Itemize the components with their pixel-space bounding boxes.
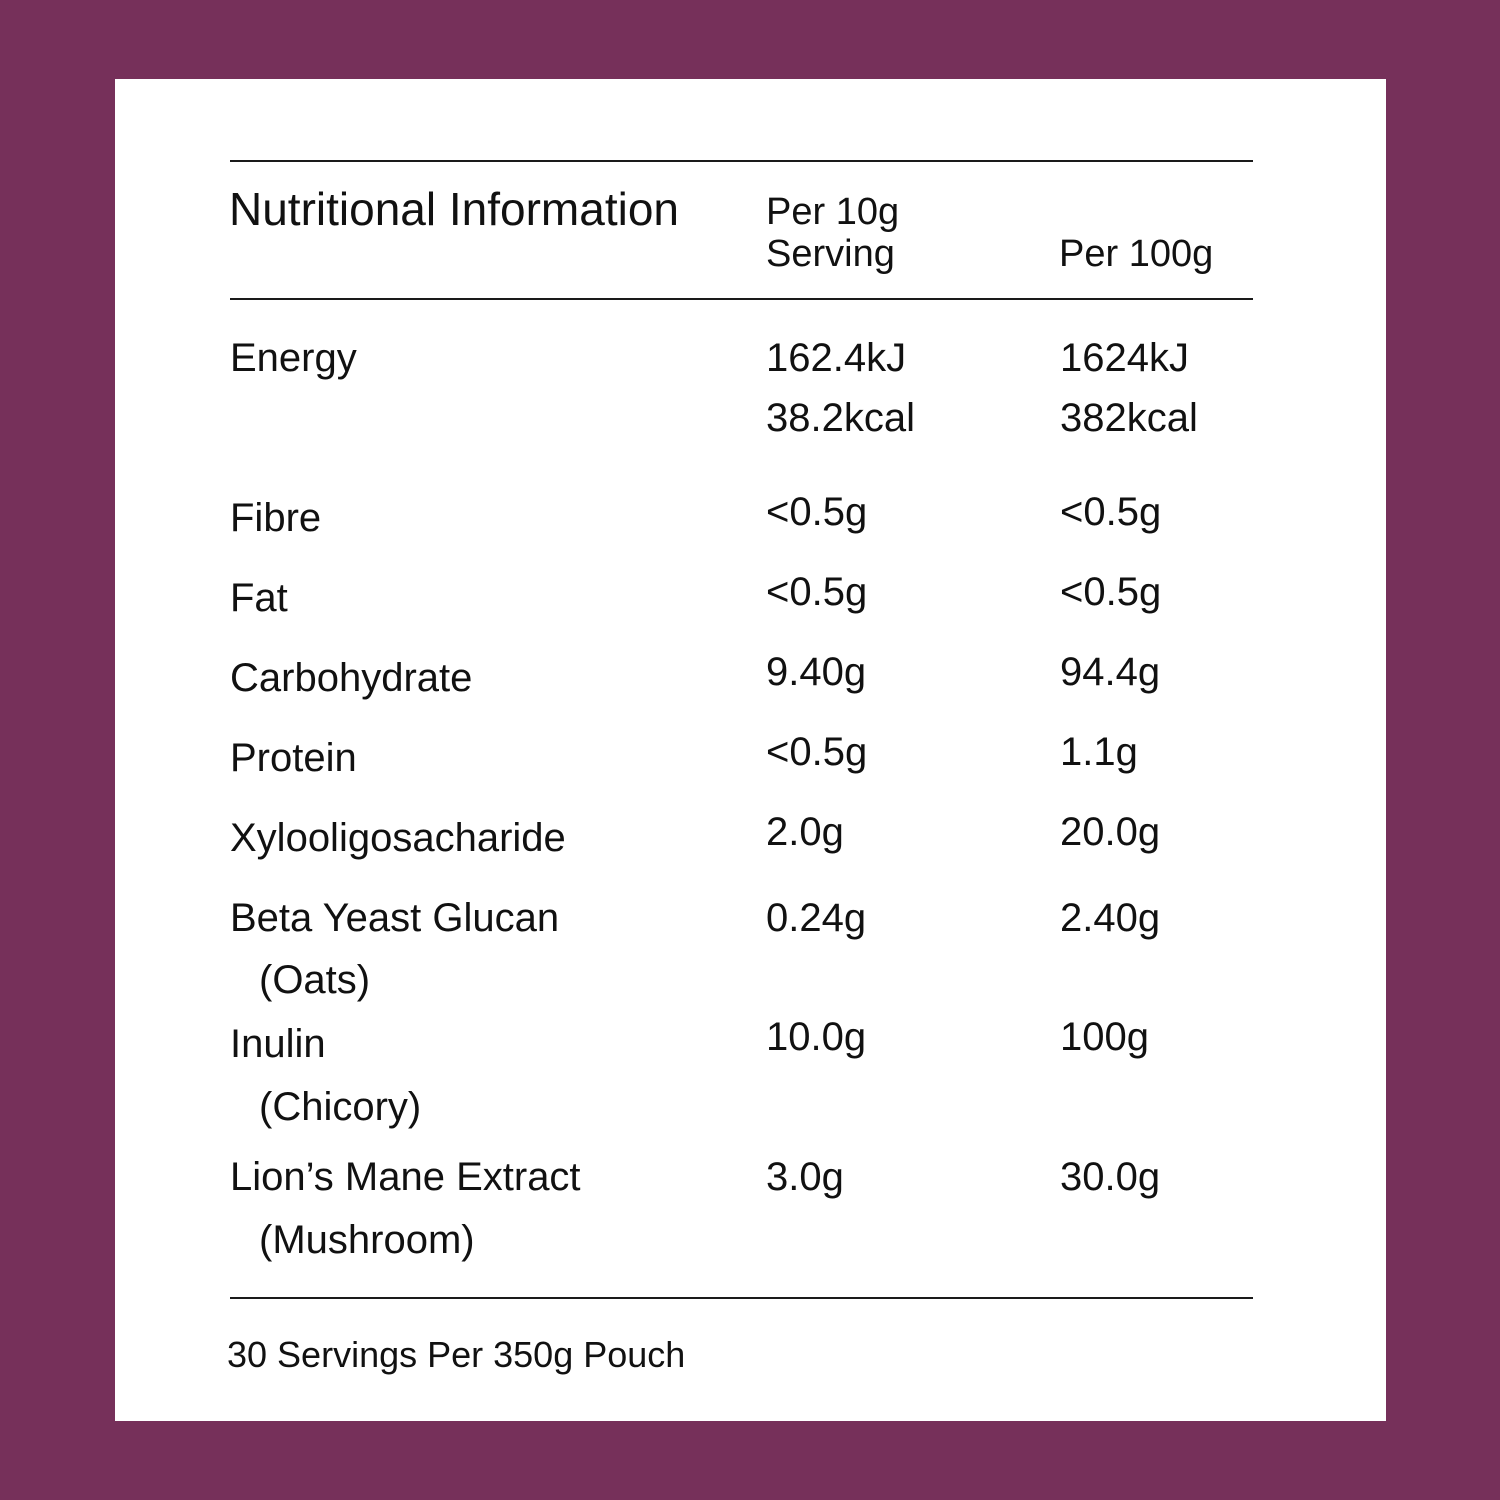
row-label-protein: Protein <box>230 736 357 780</box>
energy-100g-kj: 1624kJ <box>1060 336 1189 380</box>
bottom-rule <box>230 1297 1253 1299</box>
inulin-serving: 10.0g <box>766 1015 867 1059</box>
row-label-beta-yeast-glucan: Beta Yeast Glucan <box>230 896 560 940</box>
energy-serving-kcal: 38.2kcal <box>766 396 915 440</box>
fat-serving: <0.5g <box>766 570 868 614</box>
header-rule <box>230 298 1253 300</box>
beta-yeast-glucan-100g: 2.40g <box>1060 896 1161 940</box>
row-label-energy: Energy <box>230 336 357 380</box>
fibre-serving: <0.5g <box>766 490 868 534</box>
row-sublabel-mushroom: (Mushroom) <box>259 1218 475 1262</box>
carbohydrate-serving: 9.40g <box>766 650 867 694</box>
column-header-per-serving: Per 10g Serving <box>766 191 900 275</box>
protein-serving: <0.5g <box>766 730 868 774</box>
row-label-carbohydrate: Carbohydrate <box>230 656 473 700</box>
fibre-100g: <0.5g <box>1060 490 1162 534</box>
top-rule <box>230 160 1253 162</box>
row-label-xylooligosacharide: Xylooligosacharide <box>230 816 566 860</box>
xylooligosacharide-serving: 2.0g <box>766 810 844 854</box>
column-header-per-100g: Per 100g <box>1059 233 1214 275</box>
row-label-fat: Fat <box>230 576 288 620</box>
energy-serving-kj: 162.4kJ <box>766 336 907 380</box>
inulin-100g: 100g <box>1060 1015 1149 1059</box>
row-label-fibre: Fibre <box>230 496 322 540</box>
servings-footer: 30 Servings Per 350g Pouch <box>227 1334 686 1375</box>
lions-mane-extract-serving: 3.0g <box>766 1155 844 1199</box>
xylooligosacharide-100g: 20.0g <box>1060 810 1161 854</box>
energy-100g-kcal: 382kcal <box>1060 396 1198 440</box>
table-title: Nutritional Information <box>229 183 679 235</box>
beta-yeast-glucan-serving: 0.24g <box>766 896 867 940</box>
fat-100g: <0.5g <box>1060 570 1162 614</box>
row-label-lions-mane-extract: Lion’s Mane Extract <box>230 1155 581 1199</box>
lions-mane-extract-100g: 30.0g <box>1060 1155 1161 1199</box>
protein-100g: 1.1g <box>1060 730 1138 774</box>
carbohydrate-100g: 94.4g <box>1060 650 1161 694</box>
row-label-inulin: Inulin <box>230 1022 326 1066</box>
row-sublabel-oats: (Oats) <box>259 958 371 1002</box>
row-sublabel-chicory: (Chicory) <box>259 1085 422 1129</box>
